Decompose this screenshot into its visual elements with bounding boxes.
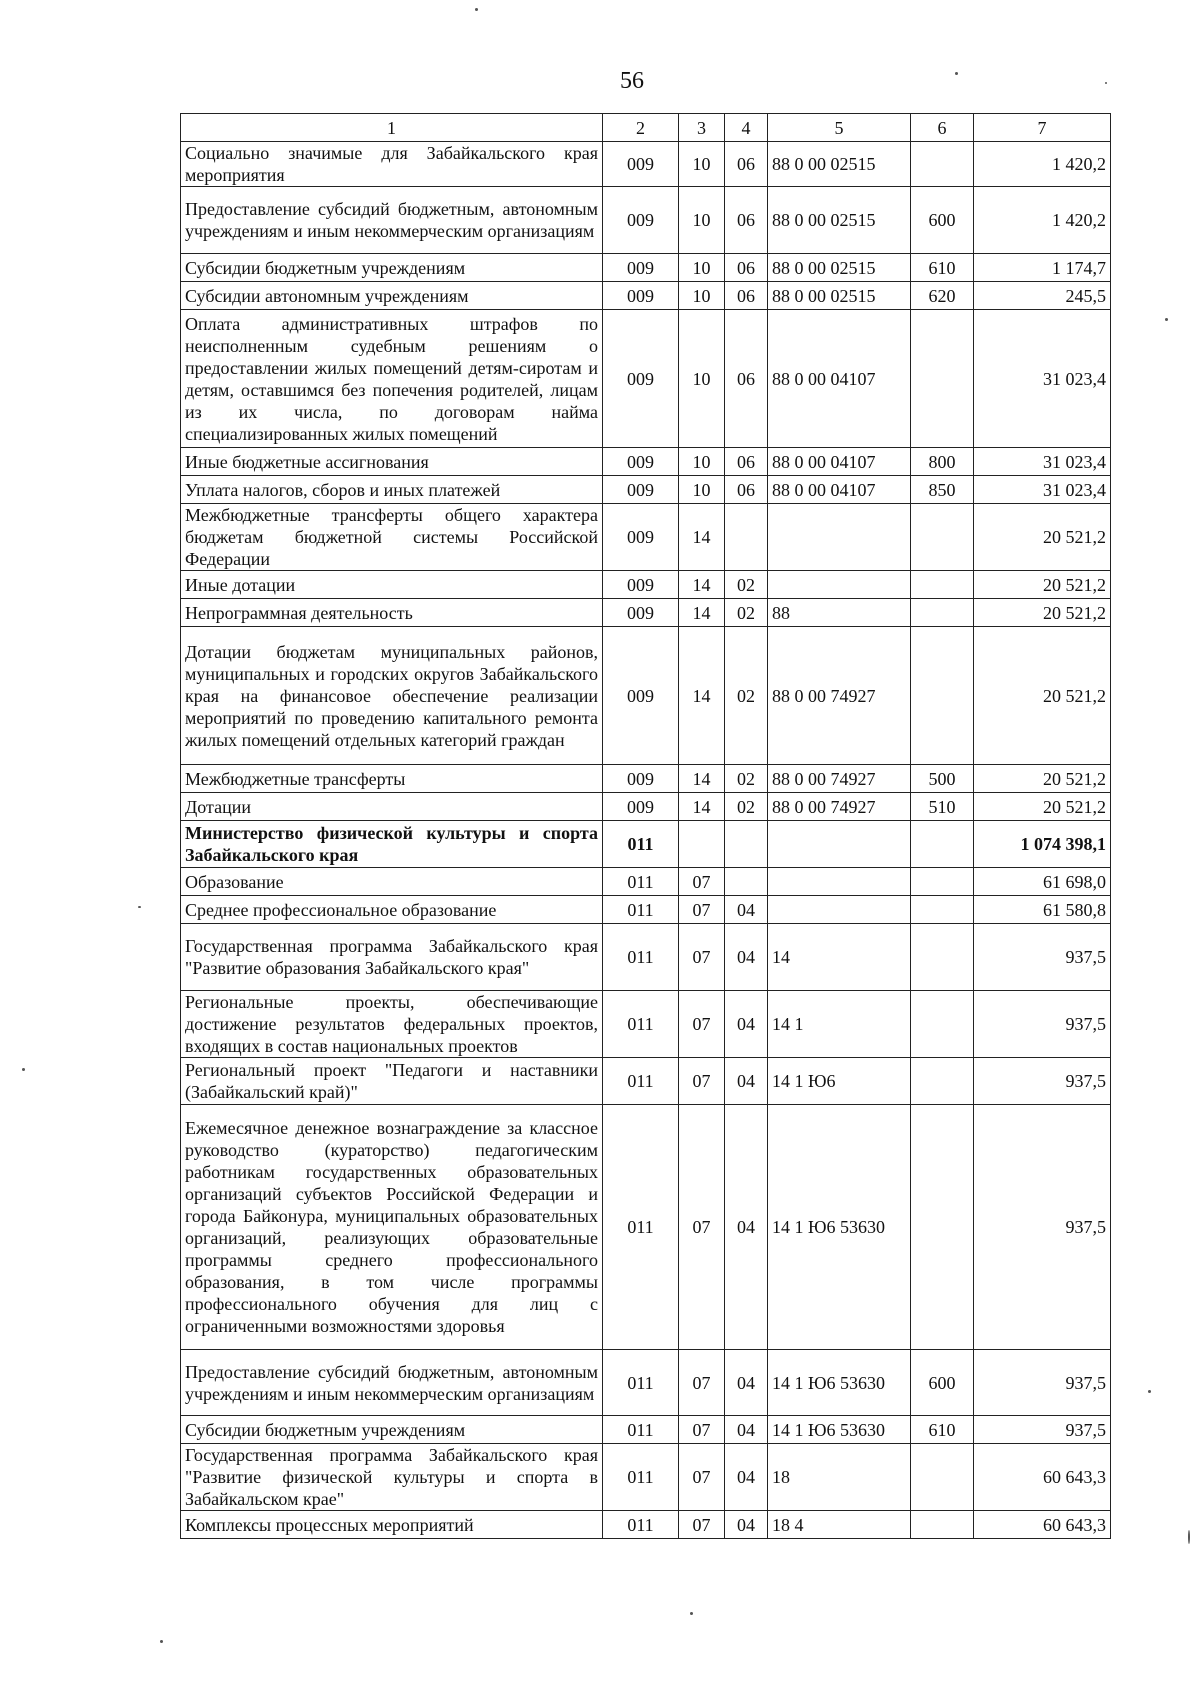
row-name-cell: Предоставление субсидий бюджетным, автономным учреждениям и иным некоммерческим организациям — [181, 1350, 603, 1416]
section-cell: 07 — [679, 868, 725, 896]
code-cell: 011 — [603, 896, 679, 924]
subsection-cell: 04 — [725, 924, 768, 991]
code-cell: 011 — [603, 1105, 679, 1350]
expense-type-cell — [911, 504, 974, 571]
target-article-cell — [768, 504, 911, 571]
target-article-cell: 14 1 Ю6 53630 — [768, 1105, 911, 1350]
subsection-cell: 06 — [725, 142, 768, 187]
header-row — [181, 114, 1111, 142]
table-row — [181, 924, 1111, 991]
row-name-cell: Иные дотации — [181, 571, 603, 599]
table-row — [181, 1058, 1111, 1105]
table-row — [181, 868, 1111, 896]
amount-cell: 61 580,8 — [974, 896, 1111, 924]
scan-speck — [690, 1612, 693, 1615]
subsection-cell: 04 — [725, 1444, 768, 1511]
header-cell: 7 — [974, 114, 1111, 142]
row-name-cell: Государственная программа Забайкальского края "Развитие образования Забайкальского края" — [181, 924, 603, 991]
scan-speck — [955, 72, 958, 75]
code-cell: 011 — [603, 991, 679, 1058]
section-cell: 07 — [679, 896, 725, 924]
expense-type-cell — [911, 821, 974, 868]
header-cell: 5 — [768, 114, 911, 142]
row-name-cell: Среднее профессиональное образование — [181, 896, 603, 924]
amount-cell: 31 023,4 — [974, 310, 1111, 448]
expense-type-cell — [911, 310, 974, 448]
amount-cell: 1 174,7 — [974, 254, 1111, 282]
header-cell: 3 — [679, 114, 725, 142]
table-row — [181, 1511, 1111, 1539]
target-article-cell: 88 0 00 74927 — [768, 793, 911, 821]
target-article-cell: 88 0 00 04107 — [768, 476, 911, 504]
table-row — [181, 310, 1111, 448]
expense-type-cell — [911, 627, 974, 765]
table-row — [181, 254, 1111, 282]
expense-type-cell — [911, 1444, 974, 1511]
scan-speck — [475, 8, 478, 11]
table-row — [181, 599, 1111, 627]
expense-type-cell — [911, 991, 974, 1058]
table-row — [181, 142, 1111, 187]
target-article-cell: 88 0 00 04107 — [768, 448, 911, 476]
subsection-cell: 02 — [725, 599, 768, 627]
row-name-cell: Образование — [181, 868, 603, 896]
code-cell: 011 — [603, 868, 679, 896]
row-name-cell: Субсидии бюджетным учреждениям — [181, 254, 603, 282]
row-name-cell: Межбюджетные трансферты общего характера бюджетам бюджетной системы Российской Федерации — [181, 504, 603, 571]
code-cell: 011 — [603, 1444, 679, 1511]
subsection-cell: 02 — [725, 793, 768, 821]
row-name-cell: Уплата налогов, сборов и иных платежей — [181, 476, 603, 504]
subsection-cell: 04 — [725, 1058, 768, 1105]
header-cell: 6 — [911, 114, 974, 142]
code-cell: 009 — [603, 571, 679, 599]
expense-type-cell: 800 — [911, 448, 974, 476]
row-name-cell: Региональные проекты, обеспечивающие достижение результатов федеральных проектов, входящих в состав национальных проектов — [181, 991, 603, 1058]
target-article-cell — [768, 571, 911, 599]
expense-type-cell — [911, 896, 974, 924]
header-cell: 2 — [603, 114, 679, 142]
row-name-cell: Дотации бюджетам муниципальных районов, муниципальных и городских округов Забайкальского края на финансовое обеспечение реализации мероприятий по проведению капитального ремонта жилых помещений отдельных категорий граждан — [181, 627, 603, 765]
expense-type-cell: 620 — [911, 282, 974, 310]
section-cell: 10 — [679, 310, 725, 448]
subsection-cell: 06 — [725, 448, 768, 476]
target-article-cell: 88 0 00 04107 — [768, 310, 911, 448]
amount-cell: 937,5 — [974, 1105, 1111, 1350]
expense-type-cell — [911, 868, 974, 896]
code-cell: 011 — [603, 1416, 679, 1444]
table-body — [181, 114, 1111, 1539]
amount-cell: 20 521,2 — [974, 599, 1111, 627]
amount-cell: 61 698,0 — [974, 868, 1111, 896]
table-row — [181, 571, 1111, 599]
subsection-cell — [725, 504, 768, 571]
scan-speck — [1188, 1530, 1190, 1544]
code-cell: 011 — [603, 924, 679, 991]
section-cell: 07 — [679, 1058, 725, 1105]
expense-type-cell: 500 — [911, 765, 974, 793]
code-cell: 009 — [603, 793, 679, 821]
table-row — [181, 765, 1111, 793]
row-name-cell: Субсидии бюджетным учреждениям — [181, 1416, 603, 1444]
amount-cell: 20 521,2 — [974, 765, 1111, 793]
amount-cell: 1 420,2 — [974, 142, 1111, 187]
amount-cell: 20 521,2 — [974, 571, 1111, 599]
table-row — [181, 793, 1111, 821]
code-cell: 011 — [603, 821, 679, 868]
code-cell: 009 — [603, 627, 679, 765]
target-article-cell: 18 — [768, 1444, 911, 1511]
scan-speck — [138, 906, 141, 908]
section-cell: 07 — [679, 1350, 725, 1416]
row-name-cell: Социально значимые для Забайкальского края мероприятия — [181, 142, 603, 187]
target-article-cell: 14 — [768, 924, 911, 991]
scan-speck — [1105, 82, 1107, 84]
code-cell: 011 — [603, 1058, 679, 1105]
section-cell: 07 — [679, 1105, 725, 1350]
amount-cell: 937,5 — [974, 1416, 1111, 1444]
expense-type-cell — [911, 1511, 974, 1539]
table-row — [181, 821, 1111, 868]
subsection-cell: 02 — [725, 627, 768, 765]
subsection-cell: 04 — [725, 1416, 768, 1444]
row-name-cell: Оплата административных штрафов по неисполненным судебным решениям о предоставлении жилых помещений детям-сиротам и детям, оставшимся без попечения родителей, лицам из их числа, по договорам найма специализированных жилых помещений — [181, 310, 603, 448]
amount-cell: 60 643,3 — [974, 1511, 1111, 1539]
code-cell: 009 — [603, 765, 679, 793]
row-name-cell: Государственная программа Забайкальского края "Развитие физической культуры и спорта в Забайкальском крае" — [181, 1444, 603, 1511]
expense-type-cell — [911, 1058, 974, 1105]
scan-speck — [160, 1640, 163, 1643]
target-article-cell — [768, 868, 911, 896]
amount-cell: 20 521,2 — [974, 504, 1111, 571]
expense-type-cell: 610 — [911, 254, 974, 282]
subsection-cell — [725, 868, 768, 896]
subsection-cell: 06 — [725, 254, 768, 282]
row-name-cell: Непрограммная деятельность — [181, 599, 603, 627]
code-cell: 009 — [603, 310, 679, 448]
section-cell: 14 — [679, 765, 725, 793]
target-article-cell: 14 1 Ю6 — [768, 1058, 911, 1105]
target-article-cell: 14 1 Ю6 53630 — [768, 1350, 911, 1416]
subsection-cell: 02 — [725, 571, 768, 599]
row-name-cell: Министерство физической культуры и спорта Забайкальского края — [181, 821, 603, 868]
subsection-cell — [725, 821, 768, 868]
code-cell: 009 — [603, 282, 679, 310]
amount-cell: 20 521,2 — [974, 793, 1111, 821]
table-row — [181, 991, 1111, 1058]
code-cell: 009 — [603, 599, 679, 627]
expense-type-cell: 610 — [911, 1416, 974, 1444]
code-cell: 009 — [603, 142, 679, 187]
target-article-cell: 14 1 Ю6 53630 — [768, 1416, 911, 1444]
code-cell: 011 — [603, 1350, 679, 1416]
expense-type-cell — [911, 571, 974, 599]
table-row — [181, 1350, 1111, 1416]
table-row — [181, 448, 1111, 476]
header-cell: 4 — [725, 114, 768, 142]
section-cell: 14 — [679, 627, 725, 765]
expense-type-cell — [911, 142, 974, 187]
table-row — [181, 1416, 1111, 1444]
table-row — [181, 627, 1111, 765]
table-row — [181, 504, 1111, 571]
expense-type-cell: 850 — [911, 476, 974, 504]
subsection-cell: 04 — [725, 991, 768, 1058]
subsection-cell: 02 — [725, 765, 768, 793]
amount-cell: 31 023,4 — [974, 476, 1111, 504]
section-cell: 07 — [679, 924, 725, 991]
page-number: 56 — [620, 68, 644, 94]
row-name-cell: Предоставление субсидий бюджетным, автономным учреждениям и иным некоммерческим организациям — [181, 187, 603, 254]
scan-speck — [1165, 318, 1168, 321]
code-cell: 009 — [603, 504, 679, 571]
table-row — [181, 1444, 1111, 1511]
row-name-cell: Иные бюджетные ассигнования — [181, 448, 603, 476]
target-article-cell — [768, 896, 911, 924]
table-row — [181, 282, 1111, 310]
target-article-cell: 88 — [768, 599, 911, 627]
section-cell: 14 — [679, 599, 725, 627]
expense-type-cell: 600 — [911, 187, 974, 254]
section-cell: 07 — [679, 1416, 725, 1444]
subsection-cell: 04 — [725, 1511, 768, 1539]
amount-cell: 60 643,3 — [974, 1444, 1111, 1511]
target-article-cell: 88 0 00 74927 — [768, 765, 911, 793]
scan-speck — [1148, 1390, 1151, 1393]
table-row — [181, 1105, 1111, 1350]
section-cell: 14 — [679, 793, 725, 821]
code-cell: 011 — [603, 1511, 679, 1539]
amount-cell: 937,5 — [974, 1350, 1111, 1416]
section-cell: 07 — [679, 1444, 725, 1511]
section-cell: 14 — [679, 504, 725, 571]
section-cell: 07 — [679, 1511, 725, 1539]
row-name-cell: Дотации — [181, 793, 603, 821]
row-name-cell: Межбюджетные трансферты — [181, 765, 603, 793]
table-row — [181, 476, 1111, 504]
amount-cell: 937,5 — [974, 924, 1111, 991]
subsection-cell: 06 — [725, 476, 768, 504]
section-cell: 10 — [679, 448, 725, 476]
expense-type-cell — [911, 924, 974, 991]
target-article-cell: 88 0 00 02515 — [768, 254, 911, 282]
section-cell: 10 — [679, 142, 725, 187]
expense-type-cell — [911, 599, 974, 627]
target-article-cell: 14 1 — [768, 991, 911, 1058]
subsection-cell: 06 — [725, 187, 768, 254]
section-cell: 10 — [679, 187, 725, 254]
code-cell: 009 — [603, 254, 679, 282]
row-name-cell: Региональный проект "Педагоги и наставники (Забайкальский край)" — [181, 1058, 603, 1105]
subsection-cell: 04 — [725, 1350, 768, 1416]
code-cell: 009 — [603, 187, 679, 254]
row-name-cell: Ежемесячное денежное вознаграждение за классное руководство (кураторство) педагогическим работникам государственных образовательных организаций субъектов Российской Федерации и города Байконура, муниципальных образовательных организаций, реализующих образовательные программы среднего профессионального образования, в том числе программы профессионального обучения для лиц с ограниченными возможностями здоровья — [181, 1105, 603, 1350]
amount-cell: 31 023,4 — [974, 448, 1111, 476]
amount-cell: 245,5 — [974, 282, 1111, 310]
subsection-cell: 04 — [725, 896, 768, 924]
section-cell: 07 — [679, 991, 725, 1058]
section-cell: 10 — [679, 282, 725, 310]
budget-table — [180, 113, 1111, 1539]
expense-type-cell: 600 — [911, 1350, 974, 1416]
target-article-cell: 88 0 00 02515 — [768, 142, 911, 187]
section-cell: 10 — [679, 476, 725, 504]
row-name-cell: Комплексы процессных мероприятий — [181, 1511, 603, 1539]
target-article-cell: 88 0 00 02515 — [768, 282, 911, 310]
row-name-cell: Субсидии автономным учреждениям — [181, 282, 603, 310]
scan-speck — [22, 1068, 25, 1071]
target-article-cell — [768, 821, 911, 868]
subsection-cell: 04 — [725, 1105, 768, 1350]
section-cell — [679, 821, 725, 868]
expense-type-cell — [911, 1105, 974, 1350]
amount-cell: 1 074 398,1 — [974, 821, 1111, 868]
section-cell: 10 — [679, 254, 725, 282]
table-row — [181, 187, 1111, 254]
code-cell: 009 — [603, 476, 679, 504]
target-article-cell: 88 0 00 74927 — [768, 627, 911, 765]
target-article-cell: 88 0 00 02515 — [768, 187, 911, 254]
section-cell: 14 — [679, 571, 725, 599]
subsection-cell: 06 — [725, 282, 768, 310]
amount-cell: 937,5 — [974, 991, 1111, 1058]
amount-cell: 20 521,2 — [974, 627, 1111, 765]
target-article-cell: 18 4 — [768, 1511, 911, 1539]
expense-type-cell: 510 — [911, 793, 974, 821]
table-row — [181, 896, 1111, 924]
code-cell: 009 — [603, 448, 679, 476]
subsection-cell: 06 — [725, 310, 768, 448]
amount-cell: 1 420,2 — [974, 187, 1111, 254]
header-cell: 1 — [181, 114, 603, 142]
amount-cell: 937,5 — [974, 1058, 1111, 1105]
